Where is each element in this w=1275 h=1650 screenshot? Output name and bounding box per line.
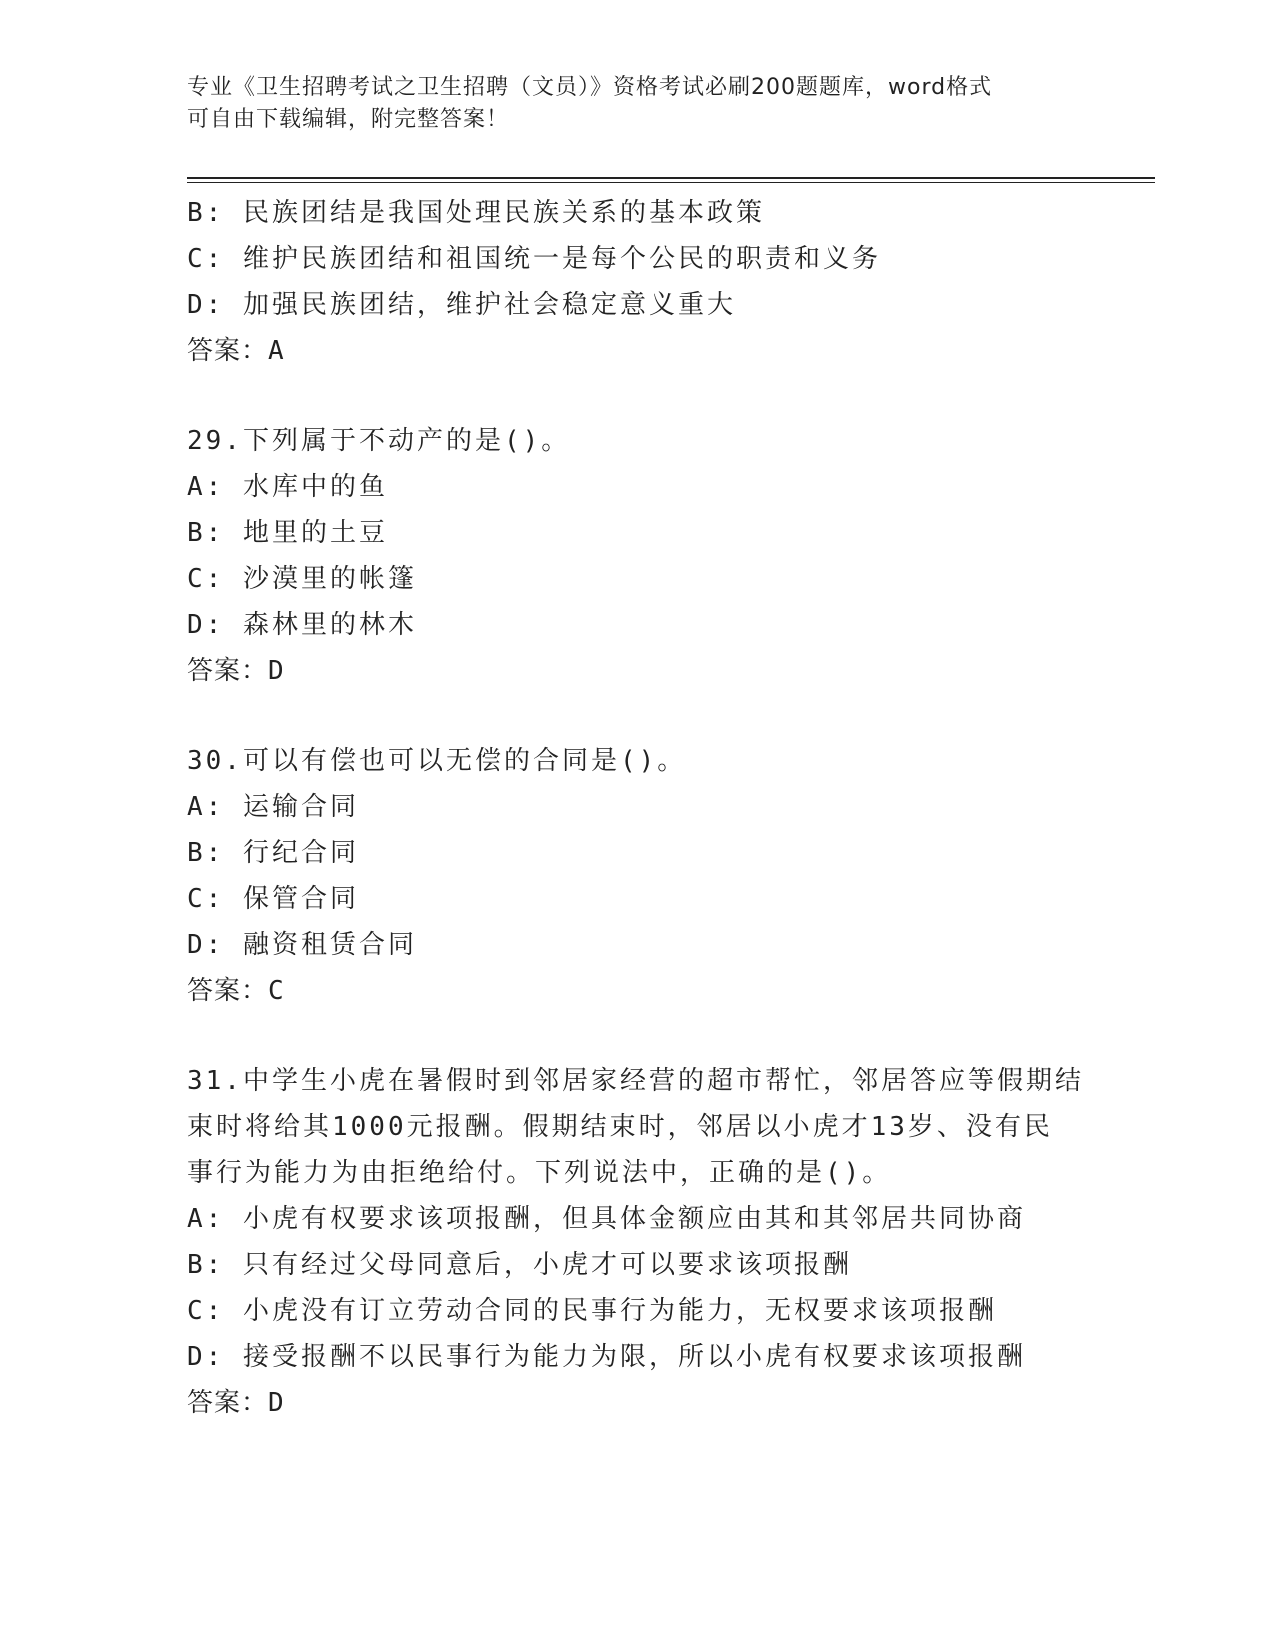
document-header (187, 72, 1067, 136)
answer-value: D (268, 656, 285, 686)
option-d: D: 融资租赁合同 (187, 930, 417, 960)
question-stem-line-3: 事行为能力为由拒绝给付。下列说法中，正确的是()。 (187, 1158, 892, 1188)
header-divider-thin (187, 182, 1155, 183)
option-c: C: 维护民族团结和祖国统一是每个公民的职责和义务 (187, 244, 881, 274)
question-30 (187, 738, 1087, 1014)
question-stem-line-1: 31.中学生小虎在暑假时到邻居家经营的超市帮忙，邻居答应等假期结 (187, 1066, 1084, 1096)
header-line-2: 可自由下载编辑，附完整答案！ (187, 107, 510, 132)
answer-label: 答案： (187, 1388, 269, 1418)
question-29 (187, 418, 1087, 694)
answer-line (187, 968, 1087, 1014)
question-content (187, 190, 1087, 1426)
option-d: D: 森林里的林木 (187, 610, 417, 640)
answer-value: A (268, 336, 285, 366)
option-a: A: 小虎有权要求该项报酬，但具体金额应由其和其邻居共同协商 (187, 1204, 1026, 1234)
answer-label: 答案： (187, 976, 269, 1006)
question-28-continuation (187, 190, 1087, 374)
answer-value: D (268, 1388, 285, 1418)
question-stem-line-2: 束时将给其1000元报酬。假期结束时，邻居以小虎才13岁、没有民 (187, 1112, 1053, 1142)
header-line-1: 专业《卫生招聘考试之卫生招聘（文员）》资格考试必刷200题题库，word格式 (187, 75, 993, 100)
answer-label: 答案： (187, 656, 269, 686)
option-a: A: 水库中的鱼 (187, 472, 388, 502)
option-b: B: 民族团结是我国处理民族关系的基本政策 (187, 198, 765, 228)
option-c: C: 小虎没有订立劳动合同的民事行为能力，无权要求该项报酬 (187, 1296, 997, 1326)
option-b: B: 只有经过父母同意后，小虎才可以要求该项报酬 (187, 1250, 852, 1280)
question-31 (187, 1058, 1087, 1426)
answer-value: C (268, 976, 285, 1006)
option-b: B: 行纪合同 (187, 838, 359, 868)
question-stem: 29.下列属于不动产的是()。 (187, 426, 571, 456)
option-c: C: 沙漠里的帐篷 (187, 564, 417, 594)
option-d: D: 接受报酬不以民事行为能力为限，所以小虎有权要求该项报酬 (187, 1342, 1026, 1372)
header-divider-thick (187, 177, 1155, 179)
answer-label: 答案： (187, 336, 269, 366)
answer-line (187, 328, 1087, 374)
option-d: D: 加强民族团结，维护社会稳定意义重大 (187, 290, 736, 320)
answer-line (187, 648, 1087, 694)
option-c: C: 保管合同 (187, 884, 359, 914)
answer-line (187, 1380, 1087, 1426)
option-a: A: 运输合同 (187, 792, 359, 822)
question-stem: 30.可以有偿也可以无偿的合同是()。 (187, 746, 687, 776)
option-b: B: 地里的土豆 (187, 518, 388, 548)
